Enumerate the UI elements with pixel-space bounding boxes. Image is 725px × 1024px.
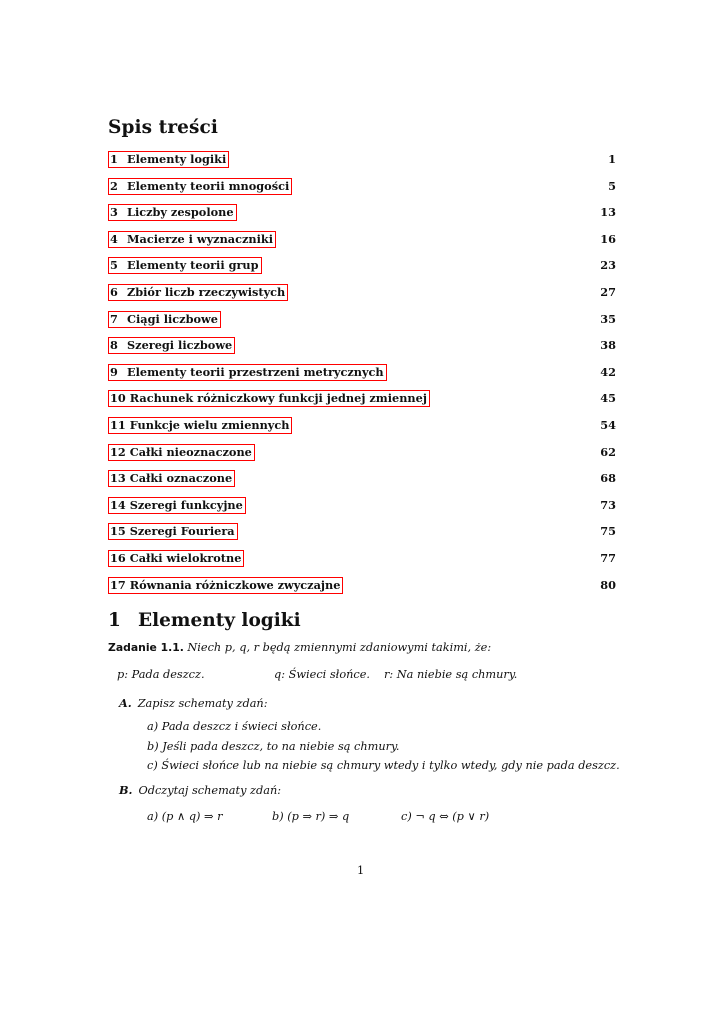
toc-entry-title: Szeregi liczbowe (127, 338, 233, 353)
toc-link-section-5[interactable] (108, 257, 262, 274)
toc-link-section-4[interactable] (108, 231, 276, 248)
toc-entry-number: 16 (110, 551, 126, 565)
toc-row (108, 178, 616, 196)
toc-entry-page: 42 (600, 364, 616, 379)
toc-row (108, 523, 616, 541)
toc-entry-title: Zbiór liczb rzeczywistych (127, 285, 286, 299)
toc-link-section-12[interactable] (108, 444, 255, 461)
toc-entry-page: 38 (600, 338, 616, 353)
toc-link-section-16[interactable] (108, 550, 244, 567)
toc-entry-number: 6 (110, 285, 118, 299)
part-b-letter: B. (119, 783, 133, 797)
toc-entry-page: 68 (600, 471, 616, 486)
toc-entry-page: 77 (600, 551, 616, 565)
formula-c: c) ¬ q ⇔ (p ∨ r) (401, 810, 490, 823)
toc-entry-page: 80 (600, 577, 616, 592)
toc-entry-title: Ciągi liczbowe (127, 311, 218, 326)
part-b-text: Odczytaj schematy zdań: (138, 784, 282, 797)
toc-entry-number: 12 (110, 444, 126, 459)
toc-row (108, 257, 616, 275)
task-intro-text: Niech p, q, r będą zmiennymi zdaniowymi takimi, że: (187, 641, 492, 654)
toc-link-section-7[interactable] (108, 311, 221, 328)
toc-entry-number: 1 (110, 152, 118, 166)
toc-link-section-14[interactable] (108, 497, 246, 514)
variable-r: r: Na niebie są chmury. (384, 668, 518, 681)
toc-entry-page: 54 (600, 418, 616, 432)
page-number: 1 (357, 864, 365, 877)
toc-entry-number: 9 (110, 364, 118, 379)
toc-entry-number: 7 (110, 311, 118, 326)
toc-entry-title: Szeregi funkcyjne (129, 497, 243, 512)
part-a-item-c: c) Świeci słońce lub na niebie są chmury wtedy i tylko wtedy, gdy nie pada deszcz. (147, 759, 620, 772)
toc-entry-page: 16 (600, 231, 616, 246)
toc-entry-title: Liczby zespolone (127, 205, 234, 220)
toc-link-section-3[interactable] (108, 204, 237, 221)
toc-row (108, 337, 616, 355)
task-label: Zadanie 1.1. (108, 641, 184, 654)
part-b-heading (119, 783, 281, 797)
toc-entry-title: Równania różniczkowe zwyczajne (129, 577, 341, 592)
part-a-item-b: b) Jeśli pada deszcz, to na niebie są chmury. (147, 740, 400, 753)
toc-link-section-8[interactable] (108, 337, 235, 354)
toc-entry-page: 45 (600, 391, 616, 406)
toc-row (108, 417, 616, 435)
toc-entry-page: 62 (600, 444, 616, 459)
section-number: 1 (108, 610, 121, 631)
toc-link-section-2[interactable] (108, 178, 292, 195)
toc-row (108, 470, 616, 488)
toc-entry-title: Szeregi Fouriera (129, 524, 235, 539)
toc-heading: Spis treści (108, 117, 219, 138)
toc-row (108, 444, 616, 462)
part-a-letter: A. (119, 696, 132, 710)
part-a-item-a: a) Pada deszcz i świeci słońce. (147, 720, 322, 733)
toc-row (108, 497, 616, 515)
formula-a: a) (p ∧ q) ⇒ r (147, 810, 223, 823)
toc-row (108, 231, 616, 249)
toc-entry-number: 5 (110, 258, 118, 273)
toc-entry-title: Całki nieoznaczone (129, 444, 252, 459)
toc-link-section-6[interactable] (108, 284, 288, 301)
toc-row (108, 390, 616, 408)
toc-row (108, 204, 616, 222)
toc-entry-number: 4 (110, 231, 118, 246)
toc-link-section-1[interactable] (108, 151, 229, 168)
toc-entry-page: 1 (608, 152, 616, 166)
toc-entry-title: Elementy teorii przestrzeni metrycznych (127, 364, 384, 379)
toc-entry-number: 2 (110, 178, 118, 193)
toc-entry-page: 75 (600, 524, 616, 539)
toc-entry-page: 27 (600, 285, 616, 299)
toc-entry-number: 3 (110, 205, 118, 220)
toc-entry-page: 35 (600, 311, 616, 326)
task-intro (108, 641, 491, 654)
variable-p: p: Pada deszcz. (117, 668, 205, 681)
toc-link-section-10[interactable] (108, 390, 430, 407)
toc-row (108, 311, 616, 329)
toc-entry-title: Macierze i wyznaczniki (127, 231, 274, 246)
toc-entry-number: 10 (110, 391, 126, 406)
toc-entry-title: Elementy logiki (127, 152, 227, 166)
toc-entry-title: Rachunek różniczkowy funkcji jednej zmiennej (129, 391, 427, 406)
toc-row (108, 284, 616, 302)
toc-row (108, 151, 616, 169)
toc-link-section-13[interactable] (108, 470, 235, 487)
toc-link-section-15[interactable] (108, 523, 238, 540)
toc-entry-page: 23 (600, 258, 616, 273)
formula-b: b) (p ⇒ r) ⇒ q (272, 810, 350, 823)
toc-row (108, 550, 616, 568)
toc-entry-page: 5 (608, 178, 616, 193)
toc-entry-page: 73 (600, 497, 616, 512)
toc-link-section-11[interactable] (108, 417, 292, 434)
toc-entry-number: 14 (110, 497, 126, 512)
part-a-heading (119, 696, 268, 710)
section-title (108, 610, 301, 631)
toc-entry-number: 17 (110, 577, 126, 592)
toc-entry-number: 13 (110, 471, 126, 486)
toc-entry-title: Elementy teorii grup (127, 258, 259, 273)
toc-entry-title: Funkcje wielu zmiennych (129, 418, 290, 432)
section-title-text: Elementy logiki (138, 610, 301, 631)
toc-entry-title: Całki oznaczone (129, 471, 233, 486)
toc-link-section-17[interactable] (108, 577, 343, 594)
part-a-text: Zapisz schematy zdań: (137, 697, 268, 710)
variable-q: q: Świeci słońce. (274, 668, 371, 681)
toc-entry-title: Elementy teorii mnogości (127, 178, 290, 193)
toc-entry-title: Całki wielokrotne (129, 551, 242, 565)
toc-link-section-9[interactable] (108, 364, 387, 381)
toc-row (108, 364, 616, 382)
toc-entry-number: 15 (110, 524, 126, 539)
toc-entry-page: 13 (600, 205, 616, 220)
toc-entry-number: 8 (110, 338, 118, 353)
toc-row (108, 577, 616, 595)
toc-entry-number: 11 (110, 418, 126, 432)
